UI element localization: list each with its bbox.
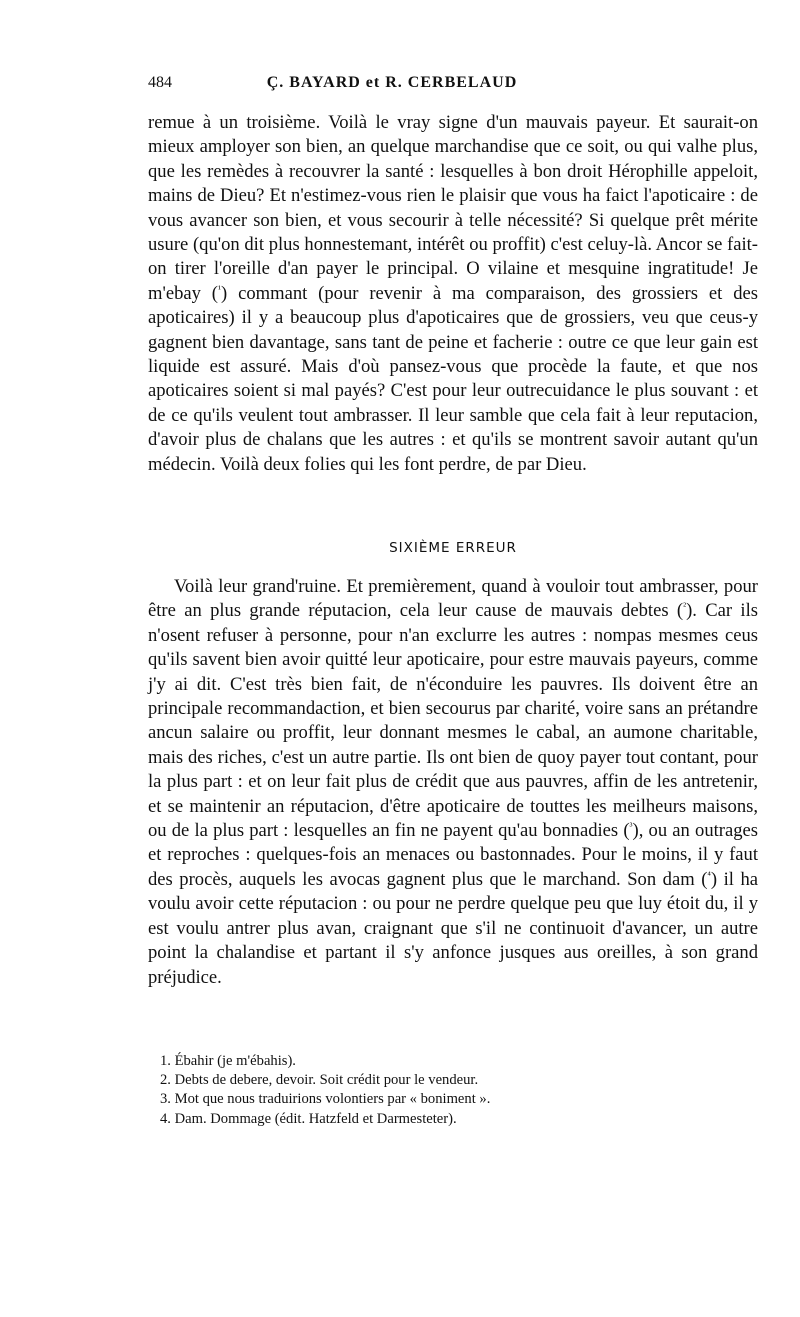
footnote-3: 3. Mot que nous traduirions volontiers par « boniment ». xyxy=(160,1091,491,1108)
running-title: Ç. BAYARD et R. CERBELAUD xyxy=(266,74,518,91)
running-head xyxy=(148,74,636,96)
paragraph-2-text-c: ), ou an outrages et reproches : quelques-fois an menaces ou bastonnades. Pour le moins, il y faut des procès, auquels les avocas gagnent plus que le marchand. Son dam ( xyxy=(148,820,759,890)
section-heading: SIXIÈME ERREUR xyxy=(389,540,517,556)
paragraph-1 xyxy=(148,111,758,477)
paragraph-1-text-a: remue à un troisième. Voilà le vray signe d'un mauvais payeur. Et saurait-on mieux amployer son bien, an quelque marchandise que ce soit, ou qui valhe plus, que les remèdes à recouvrer la santé : lesquelles à bon droit Hérophille appeloit, mains de Dieu? Et n'estimez-vous rien le plaisir que vous ha faict l'apoticaire : de vous avancer son bien, et vous secourir à telle nécessité? Si quelque prêt mérite usure (qu'on dit plus honnestemant, intérêt ou proffit) c'est celuy-là. Ancor se fait-on tirer l'oreille d'an payer le principal. O vilaine et mesquine ingratitude! Je m'ebay ( xyxy=(148,112,758,304)
footnote-4: 4. Dam. Dommage (édit. Hatzfeld et Darmesteter). xyxy=(160,1110,457,1127)
paragraph-2 xyxy=(148,575,758,990)
footnotes xyxy=(160,1052,760,1129)
paragraph-2-text-b: ). Car ils n'osent refuser à personne, pour n'an exclurre les autres : nompas mesmes ceus qu'ils savent bien avoir quitté leur apoticaire, pour estre mauvais payeurs, comme j'y ai dit. C'est très bien fait, de n'éconduire les pauvres. Ils doivent être an principale recommandaction, et bien secourus par charité, voire sans an prétandre ancun salaire ou proffit, leur donnant mesmes le cabal, an aumone charitable, mais des riches, c'est un autre partie. Ils ont bien de quoy payer tout contant, pour la plus part : et on leur fait plus de crédit que aus pauvres, affin de les antretenir, et se maintenir an réputacion, d'être apoticaire de touttes les meilheurs maisons, ou de la plus part : lesquelles an fin ne payent qu'au bonnadies ( xyxy=(148,600,758,842)
footnote-2: 2. Debts de debere, devoir. Soit crédit pour le vendeur. xyxy=(160,1072,479,1089)
footnote-ref-1: ¹ xyxy=(218,283,221,295)
paragraph-1-text-b: ) commant (pour revenir à ma comparaison, des grossiers et des apoticaires) il y a beaucoup plus d'apoticaires que de grossiers, veu que ceus-y gagnent bien davantage, sans tant de peine et facherie : outre ce que leur gain est liquide est assuré. Mais d'où pansez-vous que procède la faute, et que nos apoticaires soient si mal payés? C'est pour leur outrecuidance le plus souvant : et de ce qu'ils veulent tout ambrasser. Il leur samble que cela fait à leur reputacion, d'avoir plus de chalans que les autres : et qu'ils se montrent savoir autant qu'un médecin. Voilà deux folies qui les font perdre, de par Dieu. xyxy=(148,282,758,475)
paragraph-2-text-d: ) il ha voulu avoir cette réputacion : ou pour ne perdre quelque peu que luy étoit du, il y est voulu antrer plus avan, craignant que s'il ne continuoit d'avancer, un autre point la chalandise et partant il s'y anfonce jusques aus oreilles, à son grand préjudice. xyxy=(148,868,758,988)
footnote-1: 1. Ébahir (je m'ébahis). xyxy=(160,1053,296,1069)
footnote-ref-4: ⁴ xyxy=(707,869,711,881)
paragraph-2-text-a: Voilà leur grand'ruine. Et premièrement, quand à vouloir tout ambrasser, pour être an plus grande réputacion, cela leur cause de mauvais debtes ( xyxy=(148,576,758,622)
footnote-ref-3: ³ xyxy=(629,820,633,832)
page-number: 484 xyxy=(148,74,172,91)
footnote-ref-2: ² xyxy=(683,601,687,613)
